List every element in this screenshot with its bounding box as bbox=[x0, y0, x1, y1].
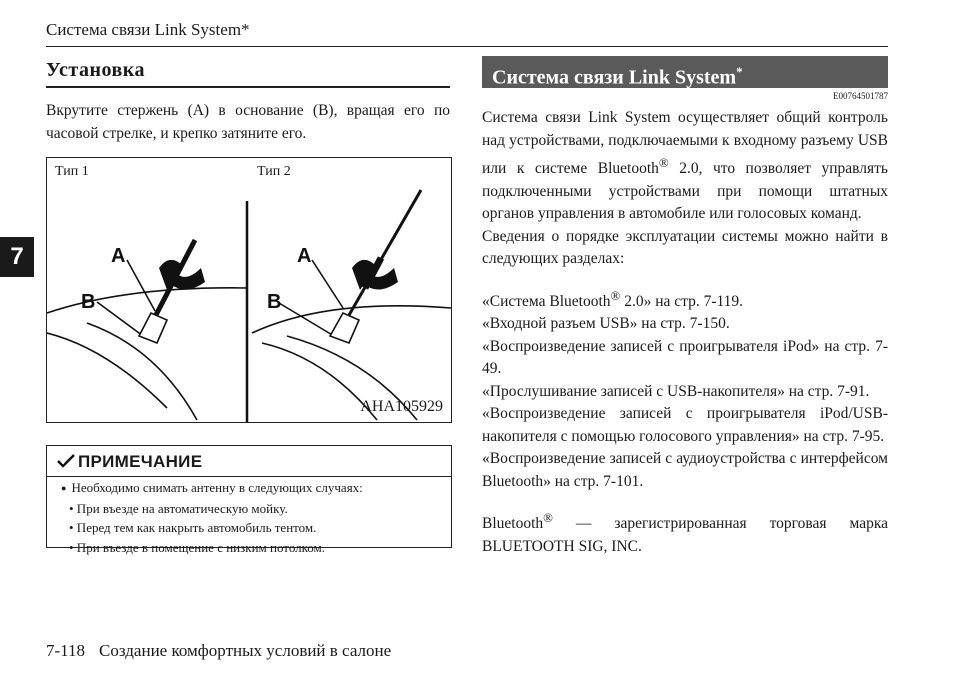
registered-mark: ® bbox=[543, 510, 553, 526]
note-item: • Перед тем как накрыть автомобиль тентом. bbox=[69, 520, 317, 535]
reference-item: «Воспроизведение записей с аудиоустройства с интерфейсом Bluetooth» на стр. 7-101. bbox=[482, 450, 888, 490]
note-lead-text: Необходимо снимать антенну в следующих случаях: bbox=[71, 480, 363, 495]
link-system-body bbox=[482, 107, 888, 558]
section-heading-link-system bbox=[482, 56, 888, 88]
antenna-figure bbox=[46, 157, 452, 423]
reference-item: «Входной разъем USB» на стр. 7-150. bbox=[482, 315, 730, 333]
intro-paragraph bbox=[482, 107, 888, 226]
operations-paragraph: Сведения о порядке эксплуатации системы можно найти в следующих разделах: bbox=[482, 227, 888, 268]
intro-text-b: 2.0, что позволяет управлять подключенными устройствами при помощи штатных органов управления в автомобиле или голосовых команд. bbox=[482, 160, 888, 223]
reference-item bbox=[482, 285, 888, 314]
note-list bbox=[61, 478, 441, 557]
note-title bbox=[57, 452, 202, 472]
reference-item: «Воспроизведение записей с проигрывателя iPod/USB-накопителя с помощью голосового управления» на стр. 7-95. bbox=[482, 405, 888, 445]
installation-instruction: Вкрутите стержень (A) в основание (B), вращая его по часовой стрелке, и крепко затяните его. bbox=[46, 102, 450, 142]
heading-asterisk: * bbox=[736, 64, 743, 79]
ref-text: 2.0» на стр. 7-119. bbox=[620, 292, 744, 310]
checkmark-icon bbox=[57, 454, 75, 468]
figure-code: AHA105929 bbox=[360, 398, 443, 415]
bullet-icon: ● bbox=[61, 483, 67, 493]
footer-section: Создание комфортных условий в салоне bbox=[99, 641, 392, 660]
trademark-text-b: — зарегистрированная торговая марка BLUETOOTH SIG, INC. bbox=[482, 515, 888, 555]
section-heading-installation: Установка bbox=[46, 56, 450, 88]
reference-item: «Воспроизведение записей с проигрывателя iPod» на стр. 7-49. bbox=[482, 337, 888, 378]
trademark-text-a: Bluetooth bbox=[482, 515, 544, 533]
right-heading-text: Система связи Link System bbox=[492, 66, 737, 89]
figure-label-type2: Тип 2 bbox=[257, 164, 291, 179]
chapter-tab: 7 bbox=[0, 237, 34, 277]
antenna-illustration bbox=[47, 158, 451, 422]
running-header: Система связи Link System* bbox=[46, 20, 250, 39]
reference-item: «Прослушивание записей с USB-накопителя» на стр. 7-91. bbox=[482, 382, 870, 400]
note-item: • При въезде в помещение с низким потолком. bbox=[69, 539, 326, 555]
callout-a-type2: A bbox=[297, 245, 312, 267]
registered-mark: ® bbox=[610, 287, 621, 303]
callout-b-type1: B bbox=[81, 291, 96, 313]
header-divider bbox=[46, 46, 888, 47]
document-code: E00764501787 bbox=[833, 91, 888, 101]
callout-a-type1: A bbox=[111, 245, 126, 267]
ref-text: «Система Bluetooth bbox=[482, 292, 611, 310]
callout-b-type2: B bbox=[267, 291, 282, 313]
figure-label-type1: Тип 1 bbox=[55, 164, 89, 179]
registered-mark: ® bbox=[658, 155, 669, 170]
intro-text-a: Система связи Link System осуществляет общий контроль над устройствами, подключаемыми к входному разъему USB или к системе Bluetooth bbox=[482, 109, 888, 178]
note-item: • При въезде на автоматическую мойку. bbox=[69, 500, 288, 516]
page-number: 7-118 bbox=[46, 641, 86, 660]
note-lead bbox=[61, 478, 441, 499]
page-footer bbox=[46, 641, 391, 661]
note-box bbox=[46, 445, 452, 555]
trademark-note bbox=[482, 507, 888, 558]
note-title-text: ПРИМЕЧАНИЕ bbox=[78, 452, 203, 471]
note-divider bbox=[47, 476, 451, 477]
